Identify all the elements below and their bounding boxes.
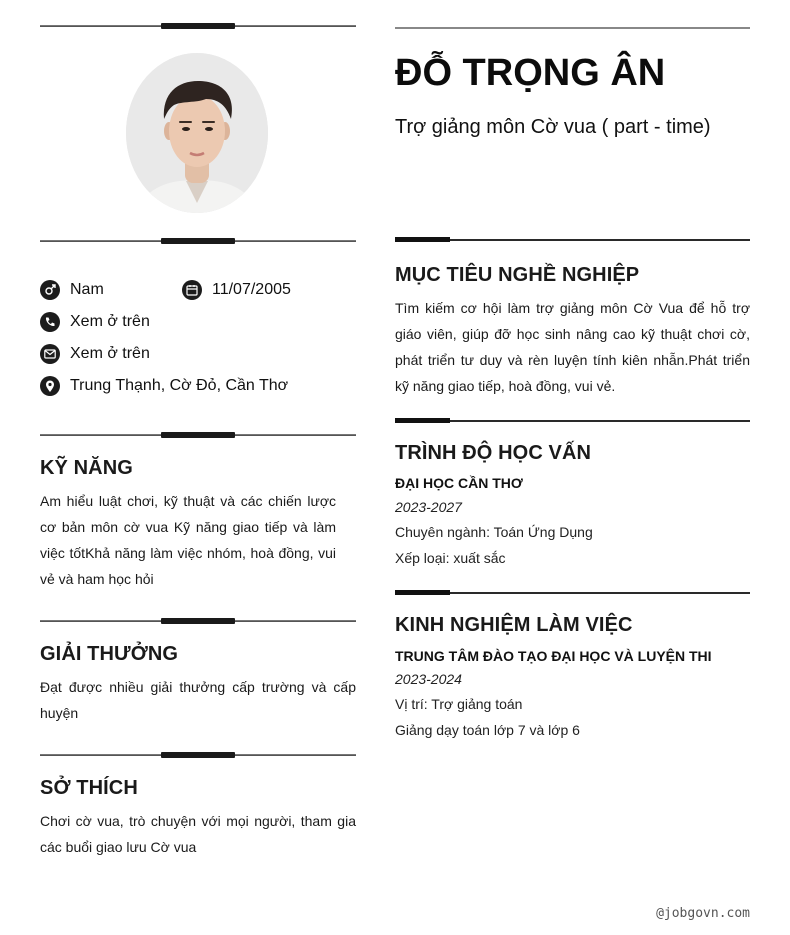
objective-text: Tìm kiếm cơ hội làm trợ giảng môn Cờ Vua để hỗ trợ giáo viên, giúp đỡ học sinh nâng cao kỹ thuật chơi cờ, phát triển tư duy và rèn luyện tính kiên nhẫn.Phát triển kỹ năng giao tiếp, hoà đồng, vui vẻ. <box>395 300 750 394</box>
birthday-text: 11/07/2005 <box>212 281 291 298</box>
education-rank: Xếp loại: xuất sắc <box>395 550 506 566</box>
candidate-name: ĐỖ TRỌNG ÂN <box>395 52 666 94</box>
separator <box>40 236 356 246</box>
hobbies-title: SỞ THÍCH <box>40 777 138 799</box>
address-row <box>40 375 288 397</box>
separator <box>395 237 750 243</box>
separator <box>395 418 750 424</box>
objective-title: MỤC TIÊU NGHỀ NGHIỆP <box>395 264 640 286</box>
email-row <box>40 343 150 365</box>
education-period: 2023-2027 <box>395 499 462 515</box>
education-title: TRÌNH ĐỘ HỌC VẤN <box>395 442 592 464</box>
phone-row <box>40 311 150 333</box>
separator <box>40 21 356 31</box>
awards-title: GIẢI THƯỞNG <box>40 643 179 665</box>
gender-text: Nam <box>70 281 104 298</box>
experience-description: Giảng dạy toán lớp 7 và lớp 6 <box>395 722 580 738</box>
location-icon <box>40 376 60 396</box>
calendar-icon <box>182 280 202 300</box>
email-icon <box>40 344 60 364</box>
experience-position: Vị trí: Trợ giảng toán <box>395 696 523 712</box>
separator <box>40 750 356 760</box>
education-major: Chuyên ngành: Toán Ứng Dụng <box>395 524 593 540</box>
school-name: ĐẠI HỌC CẦN THƠ <box>395 475 523 491</box>
watermark: @jobgovn.com <box>656 906 750 921</box>
email-text: Xem ở trên <box>70 345 150 362</box>
separator-accent <box>395 25 750 30</box>
experience-title: KINH NGHIỆM LÀM VIỆC <box>395 614 633 636</box>
skills-text: Am hiểu luật chơi, kỹ thuật và các chiến lược cơ bản môn cờ vua Kỹ năng giao tiếp và làm việc tốtKhả năng làm việc nhóm, hoà đồng, vui vẻ và ham học hỏi <box>40 493 336 587</box>
gender-row <box>40 279 104 301</box>
awards-text: Đạt được nhiều giải thưởng cấp trường và cấp huyện <box>40 679 356 721</box>
job-title: Trợ giảng môn Cờ vua ( part - time) <box>395 116 711 138</box>
hobbies-text: Chơi cờ vua, trò chuyện với mọi người, tham gia các buổi giao lưu Cờ vua <box>40 813 356 855</box>
phone-icon <box>40 312 60 332</box>
gender-icon <box>40 280 60 300</box>
phone-text: Xem ở trên <box>70 313 150 330</box>
company-name: TRUNG TÂM ĐÀO TẠO ĐẠI HỌC VÀ LUYỆN THI <box>395 648 712 664</box>
separator <box>40 430 356 440</box>
skills-title: KỸ NĂNG <box>40 457 133 479</box>
experience-period: 2023-2024 <box>395 671 462 687</box>
avatar <box>126 53 268 213</box>
birthday-row <box>182 279 291 301</box>
address-text: Trung Thạnh, Cờ Đỏ, Cần Thơ <box>70 377 289 394</box>
separator <box>395 590 750 596</box>
separator <box>40 616 356 626</box>
